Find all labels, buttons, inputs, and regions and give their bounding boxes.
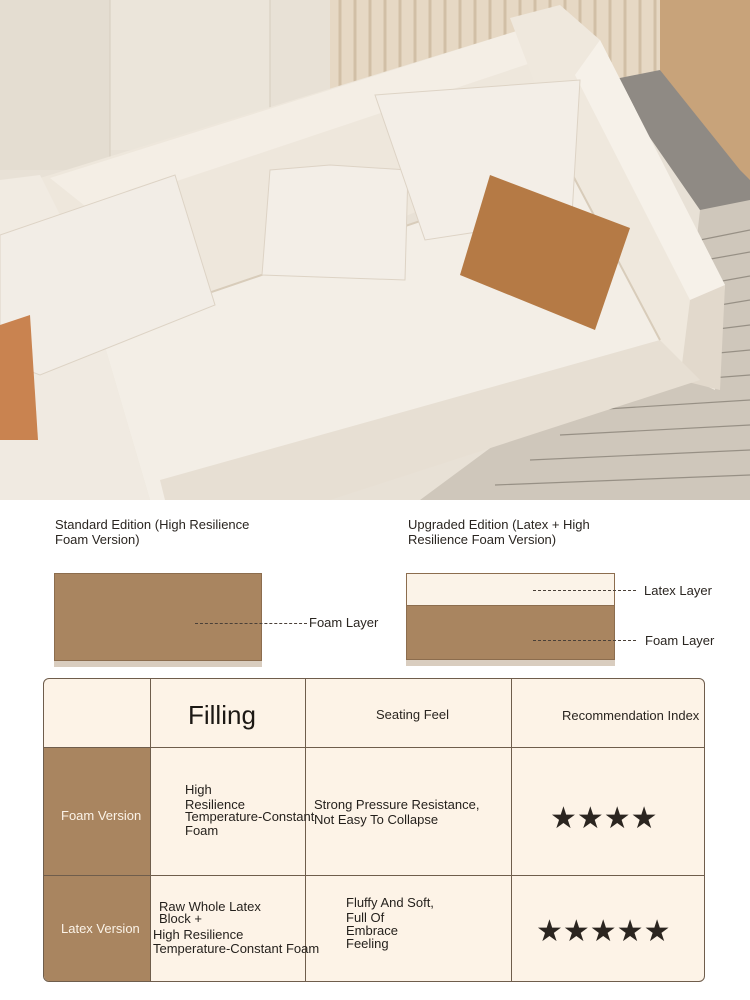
upgraded-latex-leader — [533, 590, 636, 591]
header-recommendation-index: Recommendation Index — [562, 708, 700, 723]
feel-line: Not Easy To Collapse — [314, 812, 439, 827]
upgraded-latex-label: Latex Layer — [644, 583, 712, 598]
row-label-cell — [44, 876, 151, 982]
standard-foam-leader — [195, 623, 307, 624]
feel-cell — [306, 876, 512, 982]
filling-cell — [151, 876, 320, 982]
feel-line: Fluffy And Soft, — [346, 895, 434, 910]
filling-line: Block + — [159, 911, 202, 926]
header-index-cell — [512, 679, 705, 748]
standard-foam-label: Foam Layer — [309, 615, 379, 630]
filling-line: Temperature-Constant — [185, 809, 315, 824]
upgraded-foam-leader — [533, 640, 636, 641]
header-seating-feel: Seating Feel — [376, 707, 449, 722]
standard-block-shadow — [54, 661, 262, 667]
filling-line: Temperature-Constant Foam — [153, 941, 320, 956]
table-corner-cell — [44, 679, 151, 748]
feel-line: Feeling — [346, 936, 389, 951]
star-rating: ★★★★★ — [536, 915, 671, 948]
row-label-cell — [44, 748, 151, 876]
upgraded-block-shadow — [406, 660, 615, 666]
upgraded-latex-block — [406, 573, 615, 605]
feel-line: Strong Pressure Resistance, — [314, 797, 480, 812]
comparison-table — [43, 678, 705, 982]
star-rating: ★★★★ — [550, 802, 658, 835]
rating-cell — [512, 876, 705, 982]
feel-line: Embrace — [346, 923, 399, 938]
filling-cell — [151, 748, 315, 876]
filling-line: High Resilience — [153, 927, 244, 942]
feel-cell — [306, 748, 512, 876]
row-label-foam: Foam Version — [61, 808, 142, 823]
filling-line: Resilience — [185, 797, 245, 812]
header-filling: Filling — [188, 700, 256, 730]
feel-line: Full Of — [346, 910, 385, 925]
row-label-latex: Latex Version — [61, 921, 140, 936]
header-feel-cell — [306, 679, 512, 748]
rating-cell — [512, 748, 705, 876]
upgraded-foam-label: Foam Layer — [645, 633, 715, 648]
upgraded-foam-block — [406, 605, 615, 660]
standard-foam-block — [54, 573, 262, 661]
filling-line: Foam — [185, 823, 219, 838]
standard-edition-title: Standard Edition (High Resilience Foam Version) — [55, 517, 250, 547]
filling-line: Raw Whole Latex — [159, 899, 261, 914]
upgraded-edition-title: Upgraded Edition (Latex + High Resilience Foam Version) — [408, 517, 590, 547]
header-filling-cell — [151, 679, 306, 748]
filling-line: High — [185, 782, 212, 797]
